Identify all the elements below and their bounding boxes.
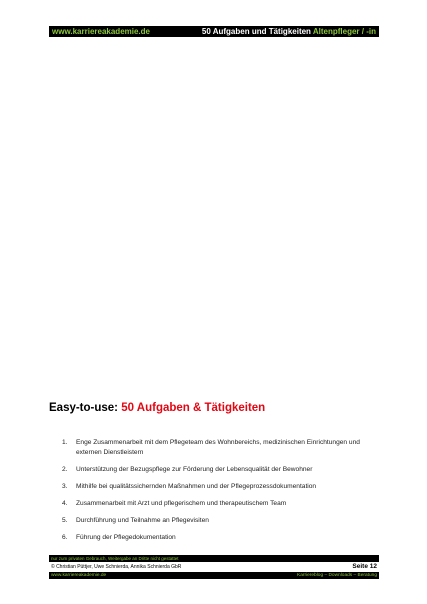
list-item <box>62 465 382 475</box>
page-header <box>49 26 379 37</box>
list-item-number: 2. <box>62 466 68 473</box>
list-item-text: Mithilfe bei qualitätssichernden Maßnahmen und der Pflegeprozessdokumentation <box>76 483 317 490</box>
header-title-accent: Altenpfleger / -in <box>312 27 376 36</box>
page-number: Seite 12 <box>352 563 377 570</box>
footer-row <box>49 563 379 571</box>
section-heading <box>49 402 265 414</box>
list-item-number: 3. <box>62 483 68 490</box>
footer-site-link[interactable]: www.karriereakademie.de <box>51 573 107 578</box>
list-item-number: 4. <box>62 500 68 507</box>
list-item-text: Enge Zusammenarbeit mit dem Pflegeteam des Wohnbereichs, medizinischen Einrichtungen und externen Dienstleistern <box>76 439 360 456</box>
list-item-text: Zusammenarbeit mit Arzt und pflegerischem und therapeutischem Team <box>76 500 287 507</box>
list-item <box>62 499 382 509</box>
list-item-text: Durchführung und Teilnahme an Pflegevisiten <box>76 517 209 524</box>
list-item <box>62 482 382 492</box>
footer-bar <box>49 572 379 579</box>
list-item <box>62 516 382 526</box>
header-site-link[interactable]: www.karriereakademie.de <box>52 27 150 36</box>
footer-copyright: © Christian Püttjer, Uwe Schnierda, Annika Schnierda GbR <box>51 564 182 570</box>
list-item-number: 5. <box>62 517 68 524</box>
list-item <box>62 438 382 458</box>
section-heading-main: Easy-to-use: <box>49 402 122 414</box>
header-title-main: 50 Aufgaben und Tätigkeiten <box>201 27 313 36</box>
header-title <box>202 27 376 36</box>
footer-links[interactable]: Karriereblog – Downloads – Beratung <box>297 573 377 578</box>
footer-usage-note: nur zum privaten Gebrauch, Weitergabe an Dritte nicht gestattet <box>49 555 379 562</box>
section-heading-accent: 50 Aufgaben & Tätigkeiten <box>121 402 266 414</box>
task-list <box>62 438 382 550</box>
list-item <box>62 533 382 543</box>
list-item-number: 6. <box>62 534 68 541</box>
list-item-number: 1. <box>62 439 68 446</box>
list-item-text: Unterstützung der Bezugspflege zur Förderung der Lebensqualität der Bewohner <box>76 466 313 473</box>
list-item-text: Führung der Pflegedokumentation <box>76 534 176 541</box>
